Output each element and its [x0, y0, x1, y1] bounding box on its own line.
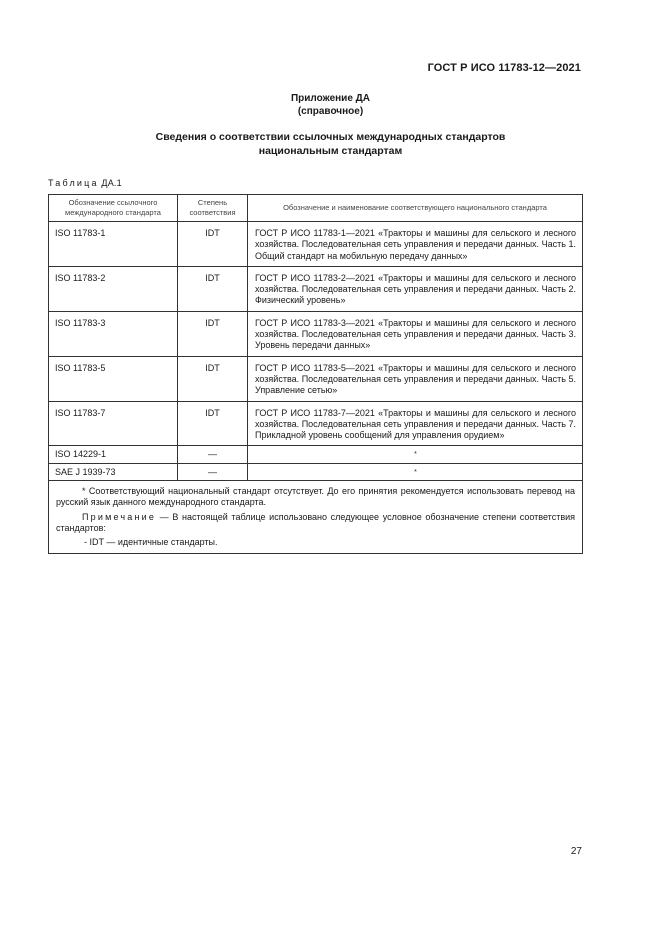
ref-cell: ISO 11783-5	[49, 356, 178, 401]
note-item: - IDT — идентичные стандарты.	[84, 537, 218, 548]
national-cell: *	[248, 446, 583, 463]
table-row	[49, 463, 583, 480]
section-title-line1: Сведения о соответствии ссылочных международных стандартов	[155, 131, 506, 143]
table-caption	[48, 178, 122, 188]
degree-cell: —	[178, 463, 248, 480]
ref-cell: ISO 11783-1	[49, 222, 178, 267]
national-cell: ГОСТ Р ИСО 11783-1—2021 «Тракторы и машины для сельского и лесного хозяйства. Последовательная сеть управления и передачи данных. Часть 1. Общий стандарт на мобильную передачу данных»	[248, 222, 583, 267]
footnote: * Соответствующий национальный стандарт отсутствует. До его принятия рекомендуется использовать перевод на русский язык данного международного стандарта.	[56, 486, 575, 508]
annex-title: Приложение ДА	[290, 93, 371, 104]
table-row	[49, 222, 583, 267]
annex-subtitle: (справочное)	[297, 106, 364, 117]
page-number: 27	[570, 846, 582, 857]
table-header-row	[49, 195, 583, 222]
table-notes	[49, 481, 583, 553]
header-degree	[178, 195, 248, 222]
table-notes-row	[49, 481, 583, 553]
degree-cell: —	[178, 446, 248, 463]
header-ref-line2: международного стандарта	[65, 208, 161, 217]
header-degree-line2: соответствия	[189, 208, 236, 217]
note	[56, 512, 575, 535]
national-cell: ГОСТ Р ИСО 11783-5—2021 «Тракторы и машины для сельского и лесного хозяйства. Последовательная сеть управления и передачи данных. Часть 5. Управление сетью»	[248, 356, 583, 401]
section-title-line2: национальным стандартам	[258, 145, 403, 157]
header-degree-line1: Степень	[197, 198, 228, 207]
table-caption-id: ДА.1	[101, 178, 122, 188]
degree-cell: IDT	[178, 266, 248, 311]
degree-cell: IDT	[178, 401, 248, 446]
annex-heading	[0, 92, 661, 118]
note-label: Примечание	[82, 511, 157, 522]
table-row	[49, 266, 583, 311]
national-cell: ГОСТ Р ИСО 11783-2—2021 «Тракторы и машины для сельского и лесного хозяйства. Последовательная сеть управления и передачи данных. Часть 2. Физический уровень»	[248, 266, 583, 311]
table-row	[49, 446, 583, 463]
section-title	[0, 130, 661, 158]
table-row	[49, 311, 583, 356]
document-code: ГОСТ Р ИСО 11783-12—2021	[427, 62, 581, 74]
degree-cell: IDT	[178, 311, 248, 356]
table-row	[49, 356, 583, 401]
header-ref-standard	[49, 195, 178, 222]
note-text: — В настоящей таблице использовано следующее условное обозначение степени соответствия стандартов:	[56, 511, 575, 533]
degree-cell: IDT	[178, 222, 248, 267]
national-cell: ГОСТ Р ИСО 11783-7—2021 «Тракторы и машины для сельского и лесного хозяйства. Последовательная сеть управления и передачи данных. Часть 7. Прикладной уровень сообщений для управления орудием»	[248, 401, 583, 446]
degree-cell: IDT	[178, 356, 248, 401]
ref-cell: ISO 11783-7	[49, 401, 178, 446]
ref-cell: ISO 11783-2	[49, 266, 178, 311]
table-row	[49, 401, 583, 446]
national-cell: *	[248, 463, 583, 480]
ref-cell: SAE J 1939-73	[49, 463, 178, 480]
ref-cell: ISO 14229-1	[49, 446, 178, 463]
standards-table	[48, 194, 583, 554]
ref-cell: ISO 11783-3	[49, 311, 178, 356]
table-caption-word: Таблица	[48, 178, 99, 188]
header-ref-line1: Обозначение ссылочного	[68, 198, 158, 207]
header-national-standard: Обозначение и наименование соответствующего национального стандарта	[248, 195, 583, 222]
national-cell: ГОСТ Р ИСО 11783-3—2021 «Тракторы и машины для сельского и лесного хозяйства. Последовательная сеть управления и передачи данных. Часть 3. Уровень передачи данных»	[248, 311, 583, 356]
